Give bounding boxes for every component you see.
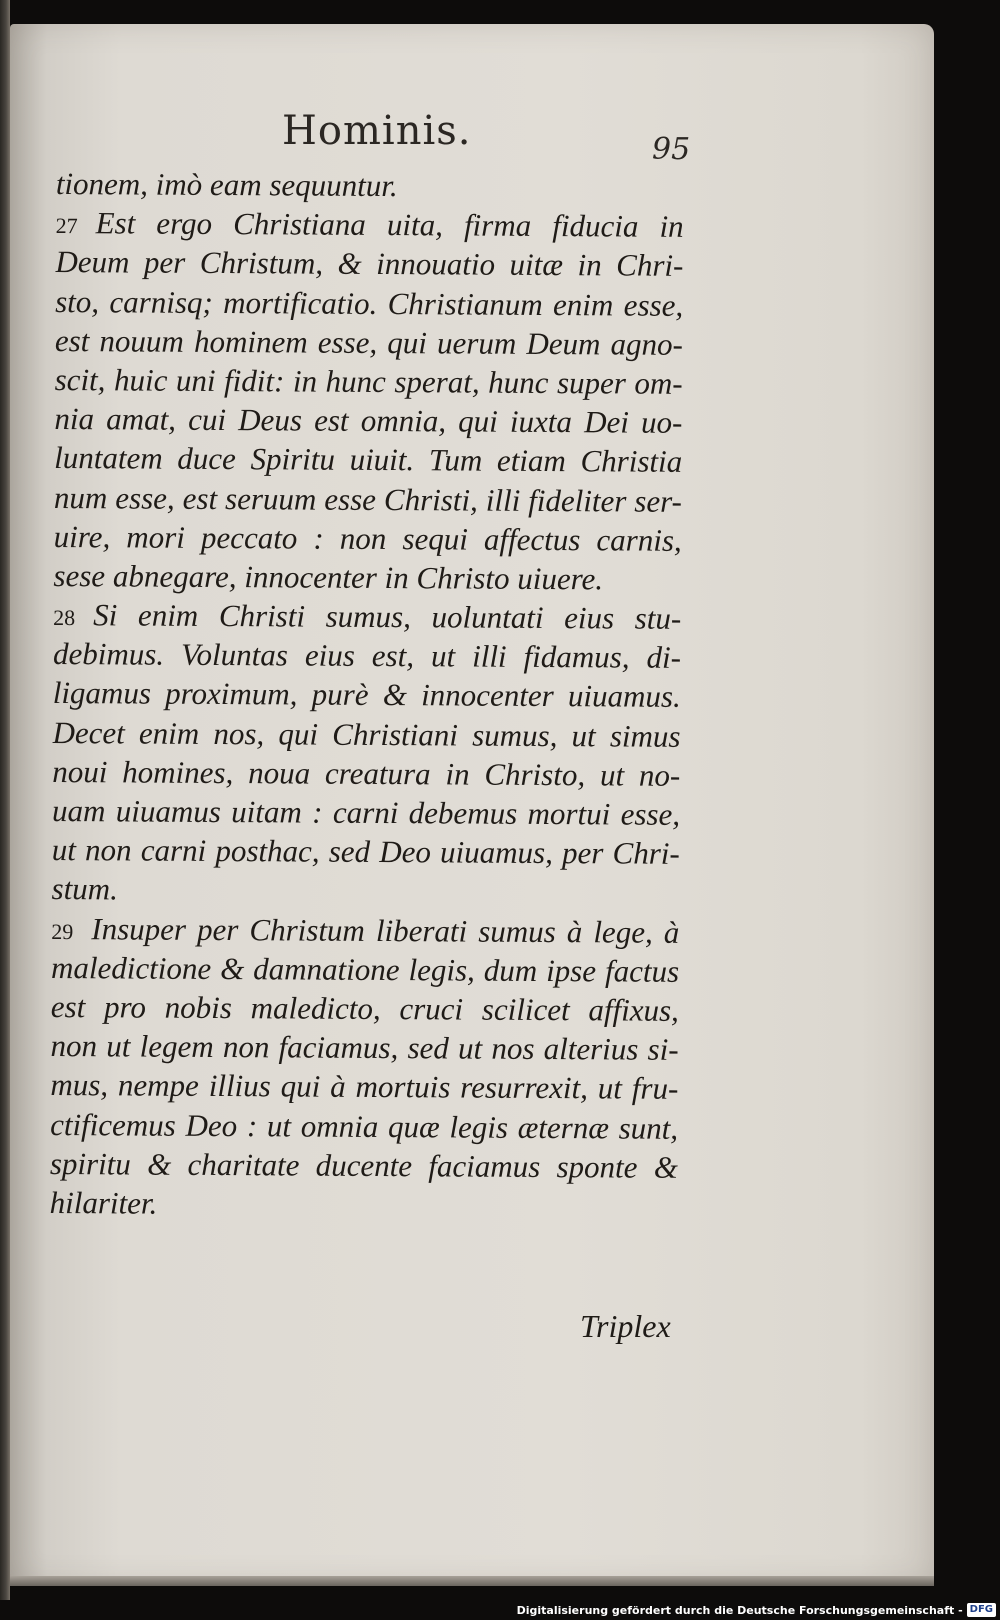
text-line: uam uiuamus uitam : carni debemus mortui esse, <box>51 792 681 832</box>
text-line: 27 Est ergo Christiana uita, firma fiducia in <box>55 205 684 245</box>
text-line: noui homines, noua creatura in Christo, ut no- <box>52 753 681 793</box>
text-line: est nouum hominem esse, qui uerum Deum agno- <box>54 322 684 362</box>
text-line: scit, huic uni fidit: in hunc sperat, hunc super om- <box>54 361 683 401</box>
text-line: 29 Insuper per Christum liberati sumus à lege, à <box>51 910 680 950</box>
digitization-credit <box>517 1601 996 1619</box>
text-line: stum. <box>51 871 119 907</box>
text-line: non ut legem non faciamus, sed ut nos alterius si- <box>50 1028 679 1067</box>
text-line: Decet enim nos, qui Christiani sumus, ut simus <box>52 714 681 754</box>
text-line: est pro nobis maledicto, cruci scilicet affixus, <box>50 988 679 1028</box>
text-line: sese abnegare, innocenter in Christo uiuere. <box>53 557 604 597</box>
text-line: 28 Si enim Christi sumus, uoluntati eius stu- <box>53 597 682 636</box>
text-line: mus, nempe illius qui à mortuis resurrexit, ut fru- <box>50 1067 679 1107</box>
page-bottom-edge <box>10 1576 934 1586</box>
credit-text: Digitalisierung gefördert durch die Deutsche Forschungsgemeinschaft - <box>516 1603 963 1617</box>
dfg-logo-icon: DFG <box>967 1603 996 1617</box>
running-head: Hominis. <box>282 108 472 154</box>
paragraph-number: 29 <box>51 918 74 944</box>
paragraph-number: 28 <box>53 605 76 631</box>
book-spine <box>0 0 10 1600</box>
paragraph-number: 27 <box>55 213 78 239</box>
body-text <box>50 164 684 1226</box>
text-line: debimus. Voluntas eius est, ut illi fidamus, di- <box>52 636 682 676</box>
text-line: uire, mori peccato : non sequi affectus carnis, <box>53 518 682 558</box>
text-line: hilariter. <box>49 1184 158 1221</box>
text-line: ctificemus Deo : ut omnia quæ legis æternæ sunt, <box>50 1106 679 1146</box>
text-line: num esse, est seruum esse Christi, illi fideliter ser- <box>53 479 683 519</box>
text-line: nia amat, cui Deus est omnia, qui iuxta Dei uo- <box>54 401 683 440</box>
text-line: sto, carnisq; mortificatio. Christianum enim esse, <box>55 283 684 323</box>
text-line: maledictione & damnatione legis, dum ipse factus <box>50 949 680 989</box>
text-line: spiritu & charitate ducente faciamus sponte & <box>49 1145 678 1185</box>
page-number: 95 <box>652 132 691 167</box>
text-line: luntatem duce Spiritu uiuit. Tum etiam Christia <box>54 440 683 480</box>
text-line: tionem, imò eam sequuntur. <box>55 165 398 204</box>
text-line: ut non carni posthac, sed Deo uiuamus, per Chri- <box>51 832 680 872</box>
catchword: Triplex <box>580 1308 671 1344</box>
text-line: ligamus proximum, purè & innocenter uiuamus. <box>52 675 681 715</box>
text-line: Deum per Christum, & innouatio uitæ in Chri- <box>55 244 684 284</box>
